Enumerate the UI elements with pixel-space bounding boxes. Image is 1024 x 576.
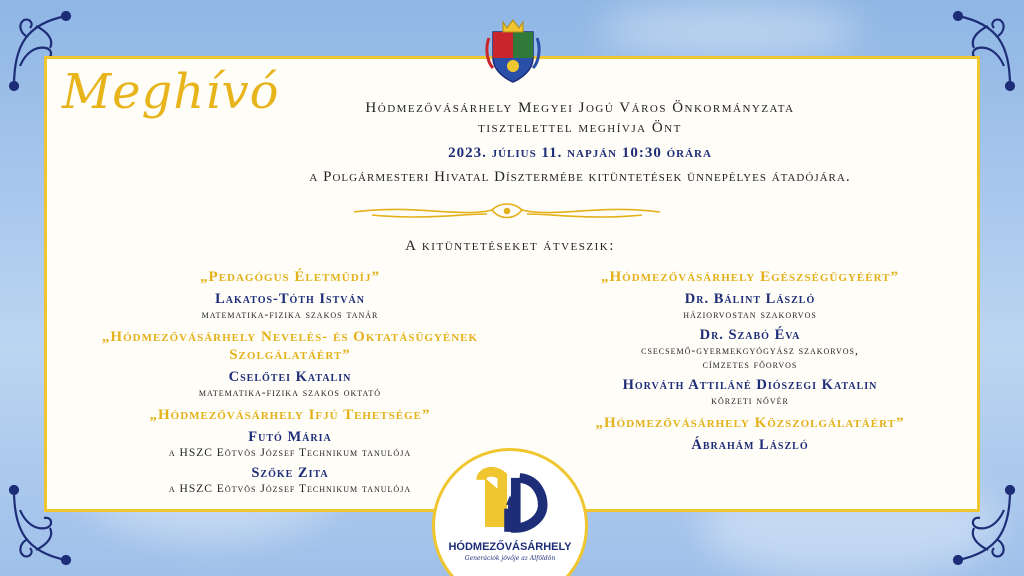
award-block <box>60 268 520 322</box>
header-line-2: tisztelettel meghívja Önt <box>478 120 682 136</box>
award-title: „Hódmezővásárhely Egészségügyéért” <box>601 269 899 285</box>
recipient-name: Lakatos-Tóth István <box>215 291 365 307</box>
award-block <box>520 414 980 454</box>
recipient-role: matematika-fizika szakos oktató <box>198 387 382 399</box>
award-title: „Pedagógus Életmûdíj” <box>200 269 380 285</box>
invitation-title: Meghívó <box>62 64 280 120</box>
award-block <box>520 268 980 408</box>
award-title: „Hódmezővásárhely Ifjú Tehetsége” <box>149 407 431 423</box>
recipient-name: Futó Mária <box>248 429 332 445</box>
event-date: 2023. július 11. napján 10:30 órára <box>448 145 712 161</box>
flourish-divider-icon <box>352 200 662 224</box>
recipient-name: Cselőtei Katalin <box>228 369 352 385</box>
recipient-name: Dr. Szabó Éva <box>699 327 801 343</box>
recipient-name: Szőke Zita <box>251 465 329 481</box>
recipient-role: háziorvostan szakorvos <box>683 309 817 321</box>
coat-of-arms-icon <box>485 18 541 86</box>
recipient-role: címzetes főorvos <box>702 359 798 371</box>
recipient-role: matematika-fizika szakos tanár <box>201 309 379 321</box>
recipient-role: a HSZC Eötvös József Technikum tanulója <box>168 447 412 459</box>
cloud <box>600 0 860 60</box>
city-logo <box>432 448 588 576</box>
city-logo-tagline: Generációk jövője az Alföldön <box>464 555 556 562</box>
recipient-name: Ábrahám László <box>691 437 809 453</box>
city-logo-name: HÓDMEZŐVÁSÁRHELY <box>448 541 572 553</box>
award-block <box>100 328 480 400</box>
header-line-1: Hódmezővásárhely Megyei Jogú Város Önkormányzata <box>365 100 795 116</box>
recipient-role: körzeti nővér <box>711 395 789 407</box>
receivers-heading: A kitüntetéseket átveszik: <box>405 238 615 254</box>
recipient-name: Horváth Attiláné Diószegi Katalin <box>622 377 878 393</box>
event-venue: a Polgármesteri Hivatal Dísztermébe kitüntetések ünnepélyes átadójára. <box>309 169 851 185</box>
recipient-role: csecsemő-gyermekgyógyász szakorvos, <box>641 345 859 357</box>
awards-right-column <box>520 268 980 460</box>
award-title: „Hódmezővásárhely Közszolgálatáért” <box>595 415 905 431</box>
recipient-name: Dr. Bálint László <box>684 291 816 307</box>
award-title: „Hódmezővásárhely Nevelés- és Oktatásügyének Szolgálatáért” <box>101 329 479 363</box>
recipient-role: a HSZC Eötvös József Technikum tanulója <box>168 483 412 495</box>
